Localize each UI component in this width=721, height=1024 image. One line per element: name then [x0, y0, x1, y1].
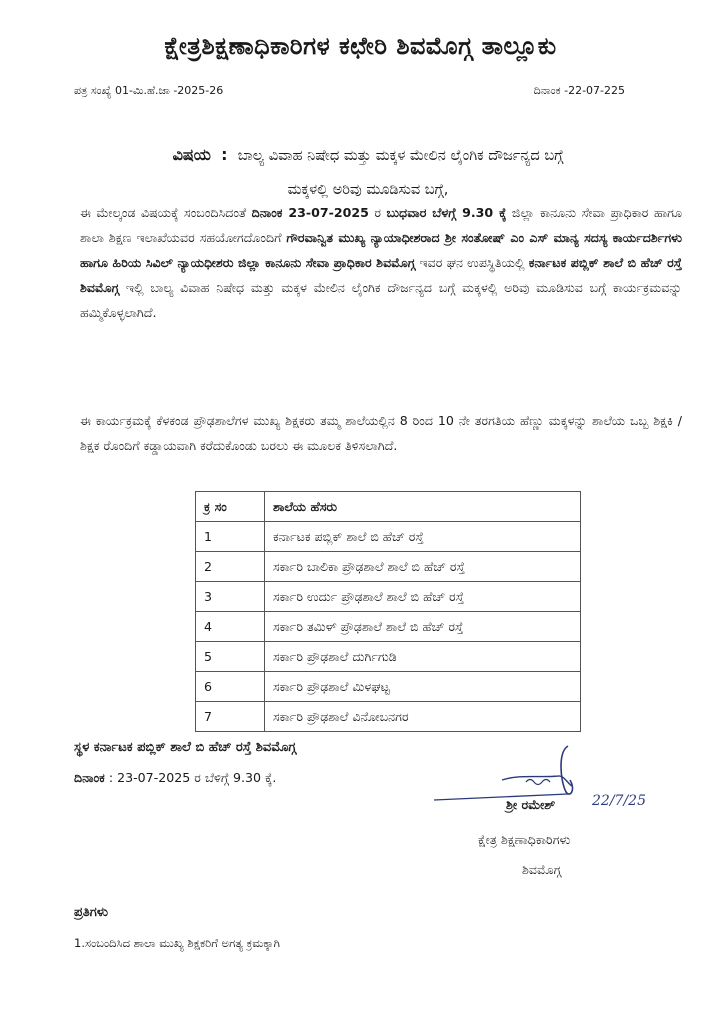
school-cell: ಸರ್ಕಾರಿ ಪ್ರೌಢಶಾಲೆ ವಿನೋಬನಗರ: [265, 702, 581, 732]
copies-item-1: 1.ಸಂಬಂದಿಸಿದ ಶಾಲಾ ಮುಖ್ಯ ಶಿಕ್ಷಕರಿಗೆ ಅಗತ್ಯ ಕ್ರಮಕ್ಕಾಗಿ: [74, 936, 280, 950]
serial-cell: 1: [196, 522, 265, 552]
school-cell: ಸರ್ಕಾರಿ ಪ್ರೌಢಶಾಲೆ ದುರ್ಗಿಗುಡಿ: [265, 642, 581, 672]
body-paragraph-2: ಈ ಕಾರ್ಯಕ್ರಮಕ್ಕೆ ಕೆಳಕಂಡ ಪ್ರೌಢಶಾಲೆಗಳ ಮುಖ್ಯ ಶಿಕ್ಷಕರು ತಮ್ಮ ಶಾಲೆಯಲ್ಲಿನ 8 ರಿಂದ 10 ನೇ ತರಗತಿಯ ಹೆಣ್ಣು ಮಕ್ಕಳನ್ನು ಶಾಲೆಯ ಒಬ್ಬ ಶಿಕ್ಷಕಿ /ಶಿಕ್ಷಕ ರೊಂದಿಗೆ ಕಡ್ಡಾಯವಾಗಿ ಕರೆದುಕೊಂಡು ಬರಲು ಈ ಮೂಲಕ ತಿಳಿಸಲಾಗಿದೆ.: [80, 413, 682, 453]
body-paragraph-1: ಈ ಮೇಲ್ಕಂಡ ವಿಷಯಕ್ಕೆ ಸಂಬಂದಿಸಿದಂತೆ ದಿನಾಂಕ 23-07-2025 ರ ಬುಧವಾರ ಬೆಳಗ್ಗೆ 9.30 ಕ್ಕೆ ಜಿಲ್ಲಾ ಕಾನೂನು ಸೇವಾ ಪ್ರಾಧಿಕಾರ ಹಾಗೂ ಶಾಲಾ ಶಿಕ್ಷಣ ಇಲಾಖೆಯವರ ಸಹಯೋಗದೊಂದಿಗೆ ಗೌರವಾನ್ವಿತ ಮುಖ್ಯ ನ್ಯಾಯಾಧೀಶರಾದ ಶ್ರೀ ಸಂತೋಷ್ ಎಂ ಎಸ್ ಮಾನ್ಯ ಸದಸ್ಯ ಕಾರ್ಯದರ್ಶಿಗಳು ಹಾಗೂ ಹಿರಿಯ ಸಿವಿಲ್ ನ್ಯಾಯಧೀಶರು ಜಿಲ್ಲಾ ಕಾನೂನು ಸೇವಾ ಪ್ರಾಧಿಕಾರ ಶಿವಮೊಗ್ಗ ಇವರ ಘನ ಉಪಸ್ಥಿತಿಯಲ್ಲಿ ಕರ್ನಾಟಕ ಪಬ್ಲಿಕ್ ಶಾಲೆ ಬಿ ಹೆಚ್ ರಸ್ತೆ ಶಿವಮೊಗ್ಗ ಇಲ್ಲಿ ಬಾಲ್ಯ ವಿವಾಹ ನಿಷೇಧ ಮತ್ತು ಮಕ್ಕಳ ಮೇಲಿನ ಲೈಂಗಿಕ ದೌರ್ಜನ್ಯದ ಬಗ್ಗೆ ಮಕ್ಕಳಲ್ಲಿ ಅರಿವು ಮೂಡಿಸುವ ಬಗ್ಗೆ ಕಾರ್ಯಕ್ರಮವನ್ನು ಹಮ್ಮಿಕೊಳ್ಳಲಾಗಿದೆ.: [80, 205, 682, 320]
school-cell: ಸರ್ಕಾರಿ ಉರ್ದು ಪ್ರೌಢಶಾಲೆ ಶಾಲೆ ಬಿ ಹೆಚ್ ರಸ್ತೆ: [265, 582, 581, 612]
subject-text-2: ಮಕ್ಕಳಲ್ಲಿ ಅರಿವು ಮೂಡಿಸುವ ಬಗ್ಗೆ,: [287, 182, 449, 198]
signatory-designation: ಕ್ಷೇತ್ರ ಶಿಕ್ಷಣಾಧಿಕಾರಿಗಳು: [478, 832, 571, 847]
schools-table: [195, 491, 581, 732]
school-cell: ಕರ್ನಾಟಕ ಪಬ್ಲಿಕ್ ಶಾಲೆ ಬಿ ಹೆಚ್ ರಸ್ತೆ: [265, 522, 581, 552]
header-serial: ಕ್ರ ಸಂ: [196, 492, 265, 522]
subject-block: [70, 138, 666, 207]
school-cell: ಸರ್ಕಾರಿ ಬಾಲಿಕಾ ಪ್ರೌಢಶಾಲೆ ಶಾಲೆ ಬಿ ಹೆಚ್ ರಸ್ತೆ: [265, 552, 581, 582]
serial-cell: 7: [196, 702, 265, 732]
subject-text-1: ಬಾಲ್ಯ ವಿವಾಹ ನಿಷೇಧ ಮತ್ತು ಮಕ್ಕಳ ಮೇಲಿನ ಲೈಂಗಿಕ ದೌರ್ಜನ್ಯದ ಬಗ್ಗೆ: [237, 148, 564, 164]
letter-date: ದಿನಾಂಕ -22-07-225: [533, 84, 625, 97]
serial-cell: 5: [196, 642, 265, 672]
table-row: [196, 582, 581, 612]
school-cell: ಸರ್ಕಾರಿ ಪ್ರೌಢಶಾಲೆ ಮಿಳಘಟ್ಟ: [265, 672, 581, 702]
serial-cell: 2: [196, 552, 265, 582]
reference-number: ಪತ್ರ ಸಂಖ್ಯೆ 01-ಮಿ.ಹೆ.ಜಾ -2025-26: [74, 84, 224, 97]
chief-guest: ಗೌರವಾನ್ವಿತ ಮುಖ್ಯ ನ್ಯಾಯಾಧೀಶರಾದ ಶ್ರೀ ಸಂತೋಷ್ ಎಂ ಎಸ್ ಮಾನ್ಯ ಸದಸ್ಯ ಕಾರ್ಯದರ್ಶಿಗಳು ಹಾಗೂ ಹಿರಿಯ ಸಿವಿಲ್ ನ್ಯಾಯಧೀಶರು ಜಿಲ್ಲಾ ಕಾನೂನು ಸೇವಾ ಪ್ರಾಧಿಕಾರ ಶಿವಮೊಗ್ಗ: [80, 230, 682, 270]
event-venue: ಕರ್ನಾಟಕ ಪಬ್ಲಿಕ್ ಶಾಲೆ ಬಿ ಹೆಚ್ ರಸ್ತೆ ಶಿವಮೊಗ್ಗ: [80, 255, 682, 295]
event-date: ದಿನಾಂಕ 23-07-2025: [251, 205, 369, 220]
office-title: ಕ್ಷೇತ್ರಶಿಕ್ಷಣಾಧಿಕಾರಿಗಳ ಕಛೇರಿ ಶಿವಮೊಗ್ಗ ತಾಲ್ಲೂಕು: [164, 32, 557, 60]
copies-heading: ಪ್ರತಿಗಳು: [74, 905, 109, 920]
event-time: ಬುಧವಾರ ಬೆಳಗ್ಗೆ 9.30 ಕ್ಕೆ: [386, 205, 507, 220]
signatory-place: ಶಿವಮೊಗ್ಗ: [522, 862, 562, 877]
table-header-row: [196, 492, 581, 522]
event-date-line: ದಿನಾಂಕ : 23-07-2025 ರ ಬೆಳಿಗ್ಗೆ 9.30 ಕ್ಕೆ.: [74, 770, 277, 785]
table-row: [196, 612, 581, 642]
table-row: [196, 642, 581, 672]
table-row: [196, 552, 581, 582]
subject-line-1: ವಿಷಯ : ಬಾಲ್ಯ ವಿವಾಹ ನಿಷೇಧ ಮತ್ತು ಮಕ್ಕಳ ಮೇಲಿನ ಲೈಂಗಿಕ ದೌರ್ಜನ್ಯದ ಬಗ್ಗೆ: [172, 145, 564, 164]
serial-cell: 4: [196, 612, 265, 642]
venue-line: ಸ್ಥಳ ಕರ್ನಾಟಕ ಪಬ್ಲಿಕ್ ಶಾಲೆ ಬಿ ಹೆಚ್ ರಸ್ತೆ ಶಿವಮೊಗ್ಗ: [74, 740, 297, 755]
serial-cell: 3: [196, 582, 265, 612]
table-row: [196, 672, 581, 702]
serial-cell: 6: [196, 672, 265, 702]
table-row: [196, 522, 581, 552]
table-row: [196, 702, 581, 732]
subject-label: ವಿಷಯ: [172, 145, 211, 164]
signatory-name: ಶ್ರೀ ರಮೇಶ್: [506, 797, 556, 812]
signature-date: 22/7/25: [592, 793, 646, 809]
school-cell: ಸರ್ಕಾರಿ ತಮಿಳ್ ಪ್ರೌಢಶಾಲೆ ಶಾಲೆ ಬಿ ಹೆಚ್ ರಸ್ತೆ: [265, 612, 581, 642]
header-school-name: ಶಾಲೆಯ ಹೆಸರು: [265, 492, 581, 522]
